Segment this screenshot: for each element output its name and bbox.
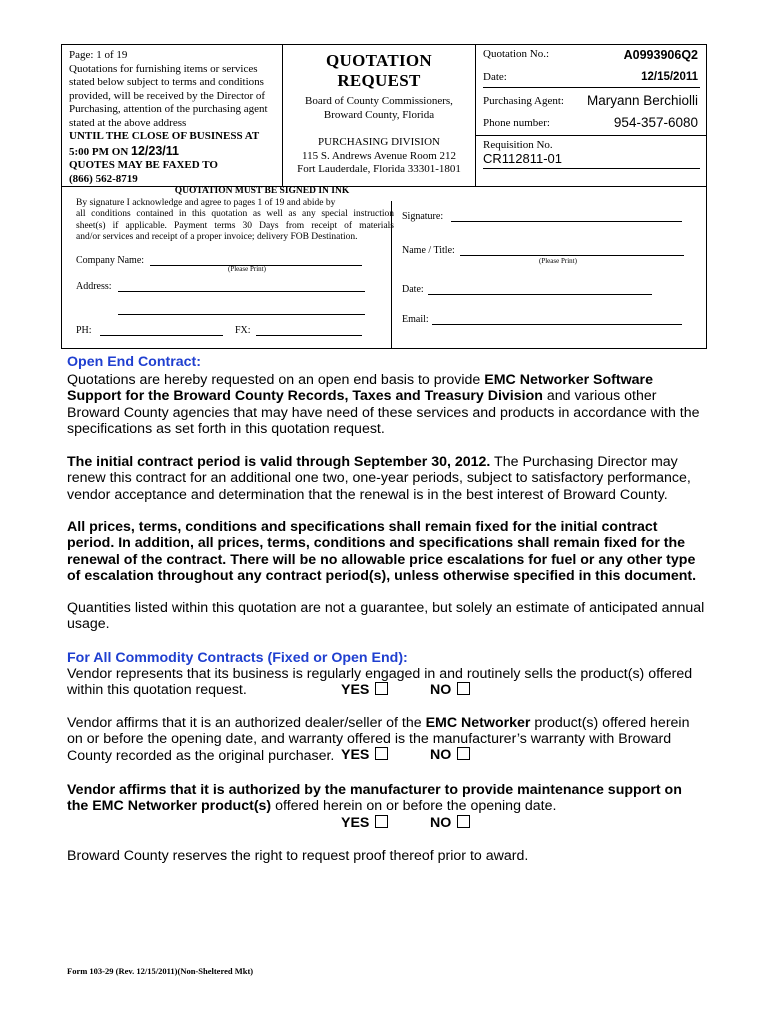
- signature-field[interactable]: [451, 221, 682, 222]
- division-name: PURCHASING DIVISION: [318, 136, 440, 148]
- no-option: NO: [430, 747, 470, 763]
- board-name: Board of County Commissioners,: [305, 95, 453, 107]
- document-title: QUOTATION REQUEST: [326, 51, 432, 90]
- ack-line: By signature I acknowledge and agree to pages 1 of 19 and abide by: [76, 198, 336, 208]
- fax-field[interactable]: [256, 335, 362, 336]
- divider: [475, 45, 476, 186]
- company-name-label: Company Name:: [76, 255, 145, 266]
- phone-label: PH:: [76, 325, 92, 336]
- proof-paragraph: Broward County reserves the right to request proof thereof prior to award.: [67, 848, 529, 864]
- yes-option: YES: [341, 682, 388, 698]
- quotation-form-box: [61, 44, 707, 349]
- intro-line: Purchasing, attention of the purchasing agent: [69, 103, 268, 115]
- fax-label: FX:: [235, 325, 251, 336]
- name-title-label: Name / Title:: [402, 245, 455, 256]
- ack-line: and/or services and receipt of a proper invoice; delivery FOB Destination.: [76, 231, 358, 242]
- name-title-field[interactable]: [460, 255, 684, 256]
- email-field[interactable]: [432, 324, 682, 325]
- phone-label: Phone number:: [483, 117, 550, 129]
- fixed-prices-paragraph: All prices, terms, conditions and specifications shall remain fixed for the initial contract period. In addition, all prices, terms, conditions and specifications shall remain fixed for the renewal of the contract. There will be no allowable price escalations for fuel or any other type of escalation throughout any contract period(s), unless otherwise specified in this document.: [67, 519, 697, 584]
- phone-number: 954-357-6080: [613, 115, 698, 130]
- intro-line: stated at the above address: [69, 116, 187, 129]
- quotation-date: 12/15/2011: [641, 71, 698, 83]
- yes-checkbox[interactable]: [375, 815, 388, 828]
- yes-checkbox[interactable]: [375, 747, 388, 760]
- dealer-affirmation: Vendor affirms that it is an authorized dealer/seller of the EMC Networker product(s) offered herein on or before the opening date, and warranty offered is the manufacturer’s warranty with Broward County recorded as the original purchaser.: [67, 715, 690, 764]
- email-label: Email:: [402, 314, 429, 325]
- divider: [475, 135, 707, 136]
- no-option: NO: [430, 682, 470, 698]
- purchasing-agent: Maryann Berchiolli: [586, 93, 698, 108]
- please-print-note: (Please Print): [539, 257, 577, 265]
- date-label: Date:: [483, 71, 507, 83]
- address-label: Address:: [76, 281, 112, 292]
- deadline-date: 12/23/11: [131, 143, 179, 158]
- quantities-paragraph: Quantities listed within this quotation are not a guarantee, but solely an estimate of anticipated annual usage.: [67, 600, 705, 633]
- date-label: Date:: [402, 284, 424, 295]
- open-end-heading: Open End Contract:: [67, 354, 201, 370]
- form-footer: Form 103-29 (Rev. 12/15/2011)(Non-Sheltered Mkt): [67, 966, 254, 976]
- yes-option: YES: [341, 747, 388, 763]
- yes-checkbox[interactable]: [375, 682, 388, 695]
- no-checkbox[interactable]: [457, 747, 470, 760]
- sign-in-ink-heading: QUOTATION MUST BE SIGNED IN INK: [174, 186, 350, 196]
- signature-label: Signature:: [402, 211, 444, 222]
- address-field-line2[interactable]: [118, 314, 365, 315]
- fax-line: QUOTES MAY BE FAXED TO: [69, 159, 218, 171]
- intro-line: provided, will be received by the Director of: [69, 89, 266, 102]
- deadline-line: UNTIL THE CLOSE OF BUSINESS AT: [69, 130, 260, 142]
- yes-option: YES: [341, 815, 388, 831]
- no-checkbox[interactable]: [457, 815, 470, 828]
- deadline-time: 5:00 PM ON: [69, 145, 129, 158]
- intro-line: Quotations for furnishing items or services: [69, 62, 258, 75]
- date-underline: [483, 87, 700, 88]
- ack-line: all conditions contained in this quotation as well as any special instruction: [76, 209, 394, 220]
- date-field[interactable]: [428, 294, 652, 295]
- quotation-no: A0993906Q2: [623, 48, 698, 62]
- ack-line: sheet(s) if applicable. Payment terms 30 Days from receipt of materials: [76, 220, 394, 231]
- please-print-note: (Please Print): [228, 265, 266, 273]
- division-city: Fort Lauderdale, Florida 33301-1801: [297, 163, 461, 175]
- commodity-heading: For All Commodity Contracts (Fixed or Open End):: [67, 650, 408, 666]
- address-field[interactable]: [118, 291, 365, 292]
- contract-paragraph: Quotations are hereby requested on an open end basis to provide EMC Networker Software Support for the Broward County Records, Taxes and Treasury Division and various other Broward County agencies that may have need of these services and products in accordance with the specifications as set forth in this quotation request.: [67, 372, 700, 437]
- page-number: Page: 1 of 19: [69, 49, 128, 61]
- intro-line: stated below subject to terms and conditions: [69, 76, 264, 88]
- contract-period-paragraph: The initial contract period is valid through September 30, 2012. The Purchasing Director may renew this contract for an additional one two, one-year periods, subject to satisfactory performance, vendor acceptance and determination that the renewal is in the best interest of Broward County.: [67, 454, 691, 503]
- no-option: NO: [430, 815, 470, 831]
- agent-label: Purchasing Agent:: [483, 95, 564, 107]
- division-address: 115 S. Andrews Avenue Room 212: [302, 149, 456, 162]
- requisition-label: Requisition No.: [483, 139, 553, 151]
- fax-number: (866) 562-8719: [69, 172, 138, 185]
- requisition-no: CR112811-01: [483, 151, 563, 166]
- vendor-representation: Vendor represents that its business is regularly engaged in and routinely sells the product(s) offered within this quotation request.: [67, 666, 693, 699]
- requisition-underline: [483, 168, 700, 169]
- no-checkbox[interactable]: [457, 682, 470, 695]
- maintenance-affirmation: Vendor affirms that it is authorized by the manufacturer to provide maintenance support on the EMC Networker product(s) offered herein on or before the opening date.: [67, 782, 682, 815]
- board-location: Broward County, Florida: [323, 108, 435, 121]
- quotation-no-label: Quotation No.:: [483, 48, 549, 60]
- phone-field[interactable]: [100, 335, 223, 336]
